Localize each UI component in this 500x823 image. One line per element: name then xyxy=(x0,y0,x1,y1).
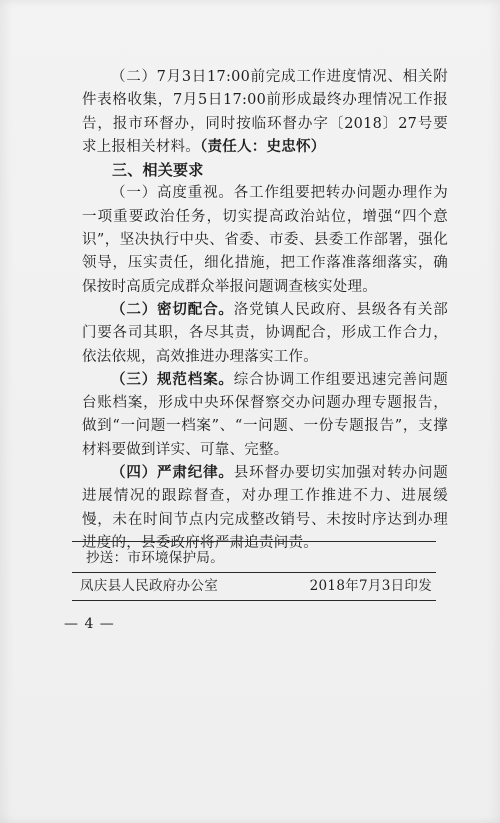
section-heading-requirements: 三、相关要求 xyxy=(112,161,204,180)
requirement-3-title: （三）规范档案。 xyxy=(111,371,234,388)
footer-top-rule xyxy=(72,541,436,542)
deadline-responsible: （责任人：史忠怀） xyxy=(200,138,326,155)
requirement-2-title: （二）密切配合。 xyxy=(111,301,234,318)
deadline-text: （二）7月3日17:00前完成工作进度情况、相关附件表格收集，7月5日17:00前形成最终办理情况工作报告，报市环督办，同时按临环督办字〔2018〕27号要求上报相关材料。 xyxy=(82,69,448,155)
requirement-3 xyxy=(82,369,448,462)
requirement-1-body: 各工作组要把转办问题办理作为一项重要政治任务，切实提高政治站位，增强“四个意识”，坚决执行中央、省委、市委、县委工作部署，强化领导，压实责任，细化措施，把工作落准落细落实，确保按时高质完成群众举报问题调查核实处理。 xyxy=(82,185,449,295)
footer-print-date: 2018年7月3日印发 xyxy=(309,578,432,594)
footer-bottom-rule xyxy=(72,600,436,601)
page-number: — 4 — xyxy=(64,616,115,632)
footer-cc: 抄送：市环境保护局。 xyxy=(86,550,224,566)
document-body xyxy=(82,66,448,555)
requirement-2 xyxy=(82,299,448,369)
requirement-1 xyxy=(82,182,448,298)
requirement-4-title: （四）严肃纪律。 xyxy=(111,465,234,482)
footer-office: 凤庆县人民政府办公室 xyxy=(80,578,218,594)
requirement-4-body: 县环督办要切实加强对转办问题进展情况的跟踪督查，对办理工作推进不力、进展缓慢，未在时间节点内完成整改销号、未按时序达到办理进度的，县委政府将严肃追责问责。 xyxy=(82,465,449,551)
requirement-1-title: （一）高度重视。 xyxy=(111,185,234,202)
requirement-3-body: 综合协调工作组要迅速完善问题台账档案，形成中央环保督察交办问题办理专题报告，做到“一问题一档案”、“一问题、一份专题报告”，支撑材料要做到详实、可靠、完整。 xyxy=(82,371,449,458)
deadline-paragraph xyxy=(82,66,448,159)
requirement-2-body: 洛党镇人民政府、县级各有关部门要各司其职，各尽其责，协调配合，形成工作合力，依法依规，高效推进办理落实工作。 xyxy=(82,301,449,365)
footer-middle-rule xyxy=(72,572,436,573)
